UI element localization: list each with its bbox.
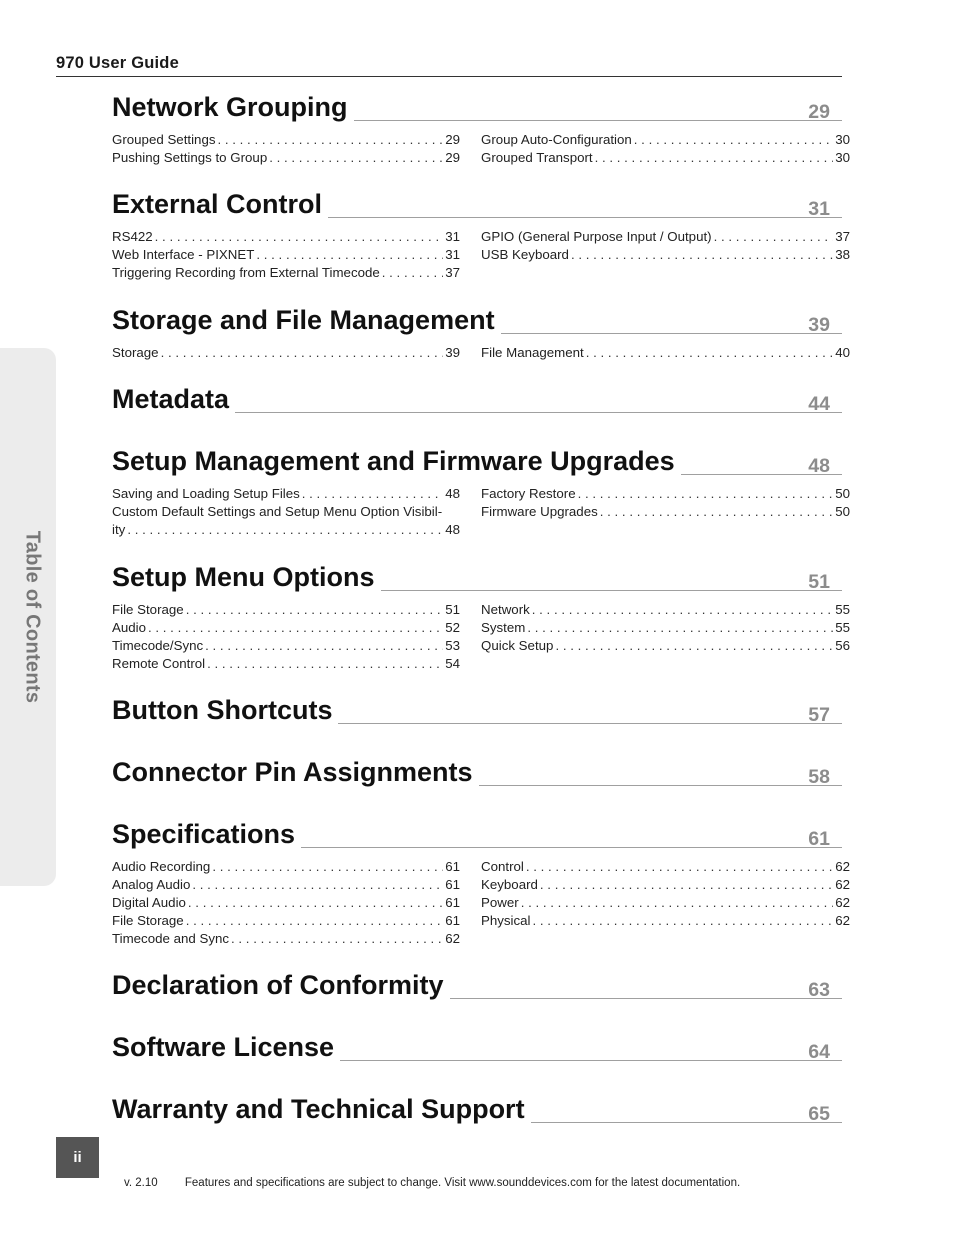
toc-entry-label: Physical [481, 913, 531, 928]
toc-entry-page: 62 [835, 877, 850, 892]
toc-entry[interactable] [481, 228, 850, 246]
toc-entry[interactable] [481, 858, 850, 876]
toc-entry-page: 30 [835, 132, 850, 147]
dot-leader [207, 655, 443, 673]
toc-entry-page: 62 [835, 895, 850, 910]
toc-entry-label: Group Auto-Configuration [481, 132, 632, 147]
entries-column-left [112, 485, 460, 539]
toc-entry-page: 40 [835, 345, 850, 360]
dot-leader [192, 876, 443, 894]
toc-entry-label: Analog Audio [112, 877, 191, 892]
toc-entry-label: USB Keyboard [481, 247, 569, 262]
toc-entry-page: 50 [835, 504, 850, 519]
section-page-number: 48 [808, 455, 830, 477]
entries-column-right [481, 344, 850, 362]
toc-entry[interactable] [481, 912, 850, 930]
toc-entry-label: GPIO (General Purpose Input / Output) [481, 229, 712, 244]
section-page-number: 64 [808, 1041, 830, 1063]
section-heading[interactable] [112, 440, 842, 475]
toc-section [112, 1026, 842, 1061]
dot-leader [186, 601, 444, 619]
section-entries [112, 228, 850, 282]
toc-entry-label: Control [481, 859, 524, 874]
toc-entry-label: Digital Audio [112, 895, 186, 910]
toc-entry[interactable] [112, 912, 460, 930]
footer-version: v. 2.10 [124, 1177, 158, 1189]
entries-column-left [112, 601, 460, 673]
toc-entry-page: 50 [835, 486, 850, 501]
toc-entry[interactable] [112, 264, 460, 282]
toc-entry[interactable] [481, 246, 850, 264]
toc-entry[interactable] [112, 601, 460, 619]
section-title: Warranty and Technical Support [112, 1094, 531, 1125]
toc-entry-label: Firmware Upgrades [481, 504, 598, 519]
toc-entry-label: File Management [481, 345, 584, 360]
section-page-number: 39 [808, 314, 830, 336]
toc-entry[interactable] [481, 876, 850, 894]
toc-section [112, 751, 842, 786]
toc-entry[interactable] [481, 149, 850, 167]
section-heading[interactable] [112, 299, 842, 334]
dot-leader [532, 601, 833, 619]
toc-entry-page: 61 [445, 859, 460, 874]
toc-entry[interactable] [112, 858, 460, 876]
section-heading[interactable] [112, 689, 842, 724]
dot-leader [256, 246, 443, 264]
toc-entry-page: 62 [835, 913, 850, 928]
section-entries [112, 485, 850, 539]
entries-column-right [481, 601, 850, 673]
toc-entry-page: 62 [835, 859, 850, 874]
toc-entry-label: Grouped Settings [112, 132, 216, 147]
toc-entry-label: Grouped Transport [481, 150, 593, 165]
section-title: Software License [112, 1032, 340, 1063]
toc-entry-page: 55 [835, 602, 850, 617]
dot-leader [555, 637, 833, 655]
toc-entry-label: Factory Restore [481, 486, 576, 501]
dot-leader [269, 149, 443, 167]
toc-entry[interactable] [112, 228, 460, 246]
toc-section [112, 86, 850, 167]
toc-entry[interactable] [481, 601, 850, 619]
section-entries [112, 601, 850, 673]
dot-leader [533, 912, 834, 930]
entries-column-right [481, 228, 850, 282]
toc-entry-page: 55 [835, 620, 850, 635]
entries-column-right [481, 485, 850, 539]
toc-entry-label: Storage [112, 345, 159, 360]
toc-section [112, 1088, 842, 1123]
section-heading[interactable] [112, 183, 842, 218]
dot-leader [218, 131, 444, 149]
section-page-number: 31 [808, 198, 830, 220]
page-number-box: ii [56, 1137, 99, 1178]
toc-entry-label: RS422 [112, 229, 153, 244]
toc-entry-page: 37 [445, 265, 460, 280]
toc-entry-page: 37 [835, 229, 850, 244]
toc-entry[interactable] [112, 149, 460, 167]
toc-section [112, 183, 850, 282]
entries-column-left [112, 344, 460, 362]
toc-entry[interactable] [481, 485, 850, 503]
document-title: 970 User Guide [56, 54, 179, 72]
toc-entry-label: Audio [112, 620, 147, 635]
section-page-number: 44 [808, 393, 830, 415]
toc-entry-page: 61 [445, 895, 460, 910]
toc-entry[interactable] [112, 637, 460, 655]
toc-entry[interactable] [112, 344, 460, 362]
entries-column-right [481, 858, 850, 948]
footer [124, 1177, 740, 1189]
dot-leader [571, 246, 833, 264]
dot-leader [155, 228, 444, 246]
toc-entry-label: Pushing Settings to Group [112, 150, 268, 165]
toc-entry-page: 54 [445, 656, 460, 671]
toc-entry[interactable] [481, 894, 850, 912]
section-heading[interactable] [112, 556, 842, 591]
toc-entry-continuation [112, 521, 460, 539]
toc-section [112, 689, 842, 724]
dot-leader [188, 894, 443, 912]
toc-entry-page: 51 [445, 602, 460, 617]
dot-leader [302, 485, 443, 503]
toc-entry[interactable] [481, 619, 850, 637]
toc-entry[interactable] [112, 655, 460, 673]
section-page-number: 51 [808, 571, 830, 593]
dot-leader [148, 619, 443, 637]
section-title: Storage and File Management [112, 305, 501, 336]
section-page-number: 58 [808, 766, 830, 788]
section-heading[interactable] [112, 1088, 842, 1123]
dot-leader [540, 876, 833, 894]
section-heading[interactable] [112, 751, 842, 786]
toc-entry-page: 62 [445, 931, 460, 946]
toc-entry-page: 61 [445, 877, 460, 892]
section-title: External Control [112, 189, 328, 220]
toc-entry-label: System [481, 620, 526, 635]
toc-entry-label: File Storage [112, 602, 184, 617]
toc-entry-page: 53 [445, 638, 460, 653]
toc-entry[interactable] [112, 503, 460, 539]
toc-entry-page: 48 [445, 522, 460, 537]
toc-section [112, 813, 850, 948]
dot-leader [161, 344, 444, 362]
side-tab-label: Table of Contents [21, 530, 44, 704]
dot-leader [600, 503, 833, 521]
toc-entry-label: Network [481, 602, 530, 617]
section-title: Connector Pin Assignments [112, 757, 479, 788]
entries-column-left [112, 858, 460, 948]
toc-entry[interactable] [112, 894, 460, 912]
section-title: Setup Management and Firmware Upgrades [112, 446, 681, 477]
dot-leader [595, 149, 834, 167]
dot-leader [186, 912, 444, 930]
section-title: Setup Menu Options [112, 562, 381, 593]
dot-leader [527, 619, 833, 637]
entries-column-left [112, 131, 460, 167]
toc-entry[interactable] [481, 503, 850, 521]
toc-entry[interactable] [112, 485, 460, 503]
toc-entry-label: Quick Setup [481, 638, 554, 653]
toc-entry-page: 31 [445, 247, 460, 262]
section-title: Button Shortcuts [112, 695, 338, 726]
section-title: Metadata [112, 384, 235, 415]
toc-entry-label: Remote Control [112, 656, 206, 671]
toc-entry-label: File Storage [112, 913, 184, 928]
toc-entry-label: Power [481, 895, 519, 910]
section-page-number: 57 [808, 704, 830, 726]
dot-leader [578, 485, 834, 503]
section-title: Network Grouping [112, 92, 354, 123]
toc-entry[interactable] [112, 930, 460, 948]
toc-entry-page: 52 [445, 620, 460, 635]
toc-entry-page: 48 [445, 486, 460, 501]
section-title: Specifications [112, 819, 301, 850]
toc-entry[interactable] [481, 131, 850, 149]
dot-leader [382, 264, 443, 282]
toc-entry-page: 29 [445, 150, 460, 165]
dot-leader [521, 894, 834, 912]
toc-entry-page: 56 [835, 638, 850, 653]
dot-leader [634, 131, 833, 149]
dot-leader [231, 930, 443, 948]
toc-entry[interactable] [112, 246, 460, 264]
toc-entry-label: Saving and Loading Setup Files [112, 486, 300, 501]
dot-leader [526, 858, 833, 876]
dot-leader [127, 521, 443, 539]
toc-entry-label: Timecode/Sync [112, 638, 204, 653]
dot-leader [205, 637, 443, 655]
toc-entry-label: Keyboard [481, 877, 538, 892]
toc-entry-label-continued: ity [112, 522, 126, 537]
toc-section [112, 378, 842, 413]
toc-entry-page: 38 [835, 247, 850, 262]
toc-entry-page: 30 [835, 150, 850, 165]
toc-section [112, 440, 850, 539]
toc-entry[interactable] [112, 131, 460, 149]
toc-entry-label: Triggering Recording from External Timecode [112, 265, 380, 280]
section-heading[interactable] [112, 86, 842, 121]
toc-entry[interactable] [481, 344, 850, 362]
dot-leader [212, 858, 443, 876]
toc-entry-page: 31 [445, 229, 460, 244]
toc-entry[interactable] [112, 619, 460, 637]
toc-section [112, 556, 850, 673]
section-heading[interactable] [112, 1026, 842, 1061]
section-entries [112, 131, 850, 167]
section-title: Declaration of Conformity [112, 970, 450, 1001]
section-page-number: 61 [808, 828, 830, 850]
toc-entry-page: 39 [445, 345, 460, 360]
toc-entry-label: Custom Default Settings and Setup Menu Option Visibil- [112, 504, 443, 519]
toc-section [112, 964, 842, 999]
section-heading[interactable] [112, 378, 842, 413]
toc-entry-page: 61 [445, 913, 460, 928]
section-page-number: 63 [808, 979, 830, 1001]
section-entries [112, 344, 850, 362]
toc-entry[interactable] [112, 876, 460, 894]
section-page-number: 29 [808, 101, 830, 123]
dot-leader [714, 228, 834, 246]
toc-entry-page: 29 [445, 132, 460, 147]
toc-entry-label: Web Interface - PIXNET [112, 247, 255, 262]
toc-entry[interactable] [481, 637, 850, 655]
toc-section [112, 299, 850, 362]
footer-note: Features and specifications are subject to change. Visit www.sounddevices.com for the latest documentation. [184, 1177, 741, 1189]
toc-entry-label: Timecode and Sync [112, 931, 230, 946]
entries-column-right [481, 131, 850, 167]
dot-leader [586, 344, 833, 362]
section-heading[interactable] [112, 813, 842, 848]
toc-entry-label: Audio Recording [112, 859, 211, 874]
header-rule [56, 76, 842, 77]
section-heading[interactable] [112, 964, 842, 999]
section-entries [112, 858, 850, 948]
section-page-number: 65 [808, 1103, 830, 1125]
entries-column-left [112, 228, 460, 282]
